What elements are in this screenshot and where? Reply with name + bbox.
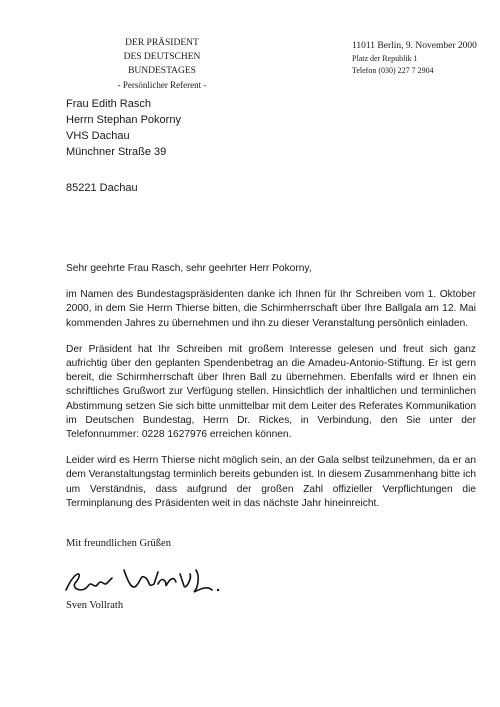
letterhead (92, 36, 232, 92)
letterhead-title: DER PRÄSIDENT (125, 38, 199, 48)
sender-meta (352, 40, 492, 77)
paragraph: Leider wird es Herrn Thierse nicht möglich sein, an der Gala selbst teilzunehmen, da er an dem Veranstaltungstag terminlich bereits gebunden ist. In diesem Zusammenhang bitte ich um Verständnis, dass aufgrund der großen Zahl offizieller Verpflichtungen die Terminplanung des Präsidenten weit in das nächste Jahr hineinreicht. (66, 455, 476, 509)
paragraph: Der Präsident hat Ihr Schreiben mit großem Interesse gelesen und freut sich ganz aufrichtig über den geplanten Spendenbetrag an die Amadeu-Antonio-Stiftung. Er ist gern bereit, die Schirmherrschaft über Ihren Ball zu übernehmen. Ebenfalls wird er Ihnen ein schriftliches Grußwort zur Verfügung stellen. Hinsichtlich der inhaltlichen und terminlichen Abstimmung setzen Sie sich bitte unmittelbar mit dem Leiter des Referates Kommunikation im Deutschen Bundestag, Herrn Dr. Rickes, in Verbindung, den Sie unter der Telefonnummer: 0228 1627976 erreichen können. (66, 343, 476, 441)
city-date: 11011 Berlin, 9. November 2000 (352, 41, 477, 51)
letterhead-department: - Persönlicher Referent - (117, 80, 207, 90)
recipient-line: Münchner Straße 39 (66, 146, 167, 158)
recipient-line: Herrn Stephan Pokorny (66, 114, 181, 126)
signer-name: Sven Vollrath (66, 600, 124, 611)
letter-body (66, 262, 476, 523)
recipient-zip-city: 85221 Dachau (66, 182, 138, 194)
paragraph: im Namen des Bundestagspräsidenten danke ich Ihnen für Ihr Schreiben vom 1. Oktober 2000, in dem Sie Herrn Thierse bitten, die Schirmherrschaft über Ihre Ballgala am 12. Mai kommenden Jahres zu übernehmen und ihn zu dieser Veranstaltung persönlich einladen. (66, 289, 476, 329)
sender-street: Platz der Republik 1 (352, 54, 418, 63)
closing: Mit freundlichen Grüßen (66, 538, 171, 549)
sender-phone: Telefon (030) 227 7 2904 (352, 66, 434, 75)
letterhead-institution: DES DEUTSCHEN BUNDESTAGES (123, 52, 201, 76)
handwritten-signature (62, 560, 232, 600)
salutation: Sehr geehrte Frau Rasch, sehr geehrter Herr Pokorny, (66, 263, 312, 274)
recipient-address (66, 96, 181, 196)
recipient-line: VHS Dachau (66, 130, 130, 142)
recipient-line: Frau Edith Rasch (66, 98, 151, 110)
